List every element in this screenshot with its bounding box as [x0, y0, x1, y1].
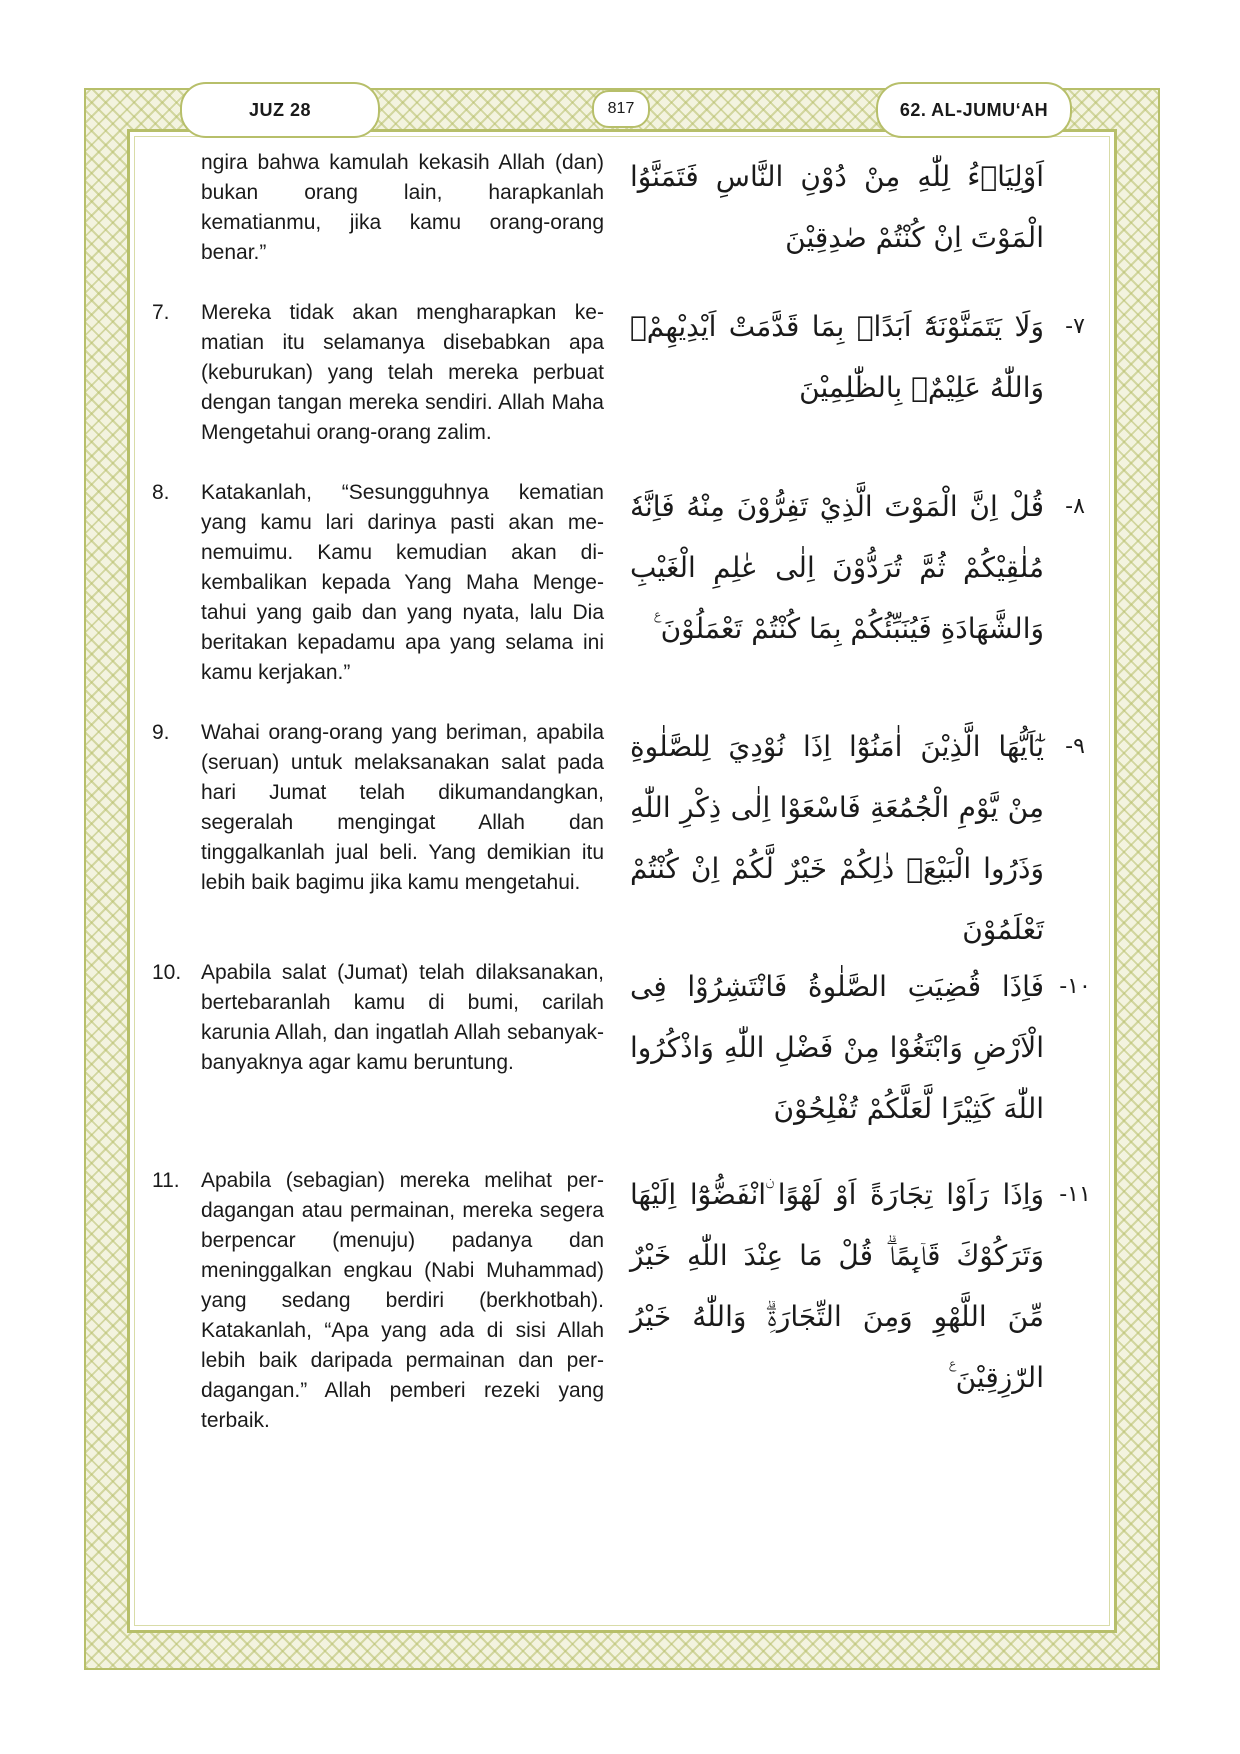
verse-arabic: فَاِذَا قُضِيَتِ الصَّلٰوةُ فَانْتَشِرُوْا فِى الْاَرْضِ وَابْتَغُوْا مِنْ فَضْلِ اللّٰهِ وَاذْكُرُوا اللّٰهَ كَثِيْرًا لَّعَلَّكُمْ تُفْلِحُوْنَ: [630, 970, 1044, 1125]
juz-label: JUZ 28: [180, 82, 380, 138]
verse-translation: Apabila (sebagian) mereka melihat perdagangan atau permainan, mereka segera berpencar (menuju) padanya dan meninggalkan engkau (Nabi Muhammad) yang sedang berdiri (berkhotbah). Katakanlah, “Apa yang ada di sisi Allah lebih baik daripada permainan dan perdagangan.” Allah pemberi rezeki yang terbaik.: [201, 1169, 604, 1432]
verse-arabic-number: -١٠: [1059, 974, 1091, 999]
verse-number: 7.: [152, 301, 170, 324]
page-number: 817: [592, 90, 650, 128]
verse-translation: Apabila salat (Jumat) telah dilaksanakan, bertebaranlah kamu di bumi, carilah karunia Allah, dan ingatlah Allah sebanyak-banyaknya agar kamu beruntung.: [201, 961, 604, 1074]
verse-translation: ngira bahwa kamulah kekasih Allah (dan) bukan orang lain, harapkanlah kematianmu, jika kamu orang-orang benar.”: [201, 151, 604, 264]
surah-label: 62. AL-JUMU‘AH: [876, 82, 1072, 138]
verse-arabic-number: -٧: [1065, 314, 1085, 339]
verse-arabic-number: -٨: [1065, 494, 1085, 519]
verse-number: 11.: [152, 1169, 180, 1192]
verse-arabic: يٰٓاَيُّهَا الَّذِيْنَ اٰمَنُوْٓا اِذَا نُوْدِيَ لِلصَّلٰوةِ مِنْ يَّوْمِ الْجُمُعَةِ فَاسْعَوْا اِلٰى ذِكْرِ اللّٰهِ وَذَرُوا الْبَيْعَۗ ذٰلِكُمْ خَيْرٌ لَّكُمْ اِنْ كُنْتُمْ تَعْلَمُوْنَ: [630, 730, 1044, 946]
verse-number: 9.: [152, 721, 170, 744]
verse-arabic: وَاِذَا رَاَوْا تِجَارَةً اَوْ لَهْوًا ۨانْفَضُّوْٓا اِلَيْهَا وَتَرَكُوْكَ قَاۤىِٕمًاۗ قُلْ مَا عِنْدَ اللّٰهِ خَيْرٌ مِّنَ اللَّهْوِ وَمِنَ التِّجَارَةِۗ وَاللّٰهُ خَيْرُ الرّٰزِقِيْنَ ࣖ: [630, 1178, 1044, 1394]
verse-arabic: اَوْلِيَاۤءُ لِلّٰهِ مِنْ دُوْنِ النَّاسِ فَتَمَنَّوُا الْمَوْتَ اِنْ كُنْتُمْ صٰدِقِيْنَ: [630, 160, 1044, 254]
verse-translation: Katakanlah, “Sesungguhnya kematian yang kamu lari darinya pasti akan menemuimu. Kamu kemudian akan dikembalikan kepada Yang Maha Mengetahui yang gaib dan yang nyata, lalu Dia beritakan kepadamu apa yang selama ini kamu kerjakan.”: [201, 481, 604, 684]
verse-number: 10.: [152, 961, 182, 984]
verse-arabic: وَلَا يَتَمَنَّوْنَهٗٓ اَبَدًاۢ بِمَا قَدَّمَتْ اَيْدِيْهِمْۗ وَاللّٰهُ عَلِيْمٌۢ بِالظّٰلِمِيْنَ: [630, 310, 1044, 404]
verse-translation: Mereka tidak akan mengharapkan kematian itu selamanya disebabkan apa (keburukan) yang telah mereka perbuat dengan tangan mereka sendiri. Allah Maha Mengetahui orang-orang zalim.: [201, 301, 604, 444]
verse-translation: Wahai orang-orang yang beriman, apabila (seruan) untuk melaksanakan salat pada hari Jumat telah dikumandangkan, segeralah mengingat Allah dan tinggalkanlah jual beli. Yang demikian itu lebih baik bagimu jika kamu mengetahui.: [201, 721, 604, 894]
verse-number: 8.: [152, 481, 170, 504]
verse-arabic-number: -٩: [1065, 734, 1085, 759]
verse-arabic: قُلْ اِنَّ الْمَوْتَ الَّذِيْ تَفِرُّوْنَ مِنْهُ فَاِنَّهٗ مُلٰقِيْكُمْ ثُمَّ تُرَدُّوْنَ اِلٰى عٰلِمِ الْغَيْبِ وَالشَّهَادَةِ فَيُنَبِّئُكُمْ بِمَا كُنْتُمْ تَعْمَلُوْنَ ࣖ: [630, 490, 1044, 645]
verse-arabic-number: -١١: [1059, 1182, 1091, 1207]
